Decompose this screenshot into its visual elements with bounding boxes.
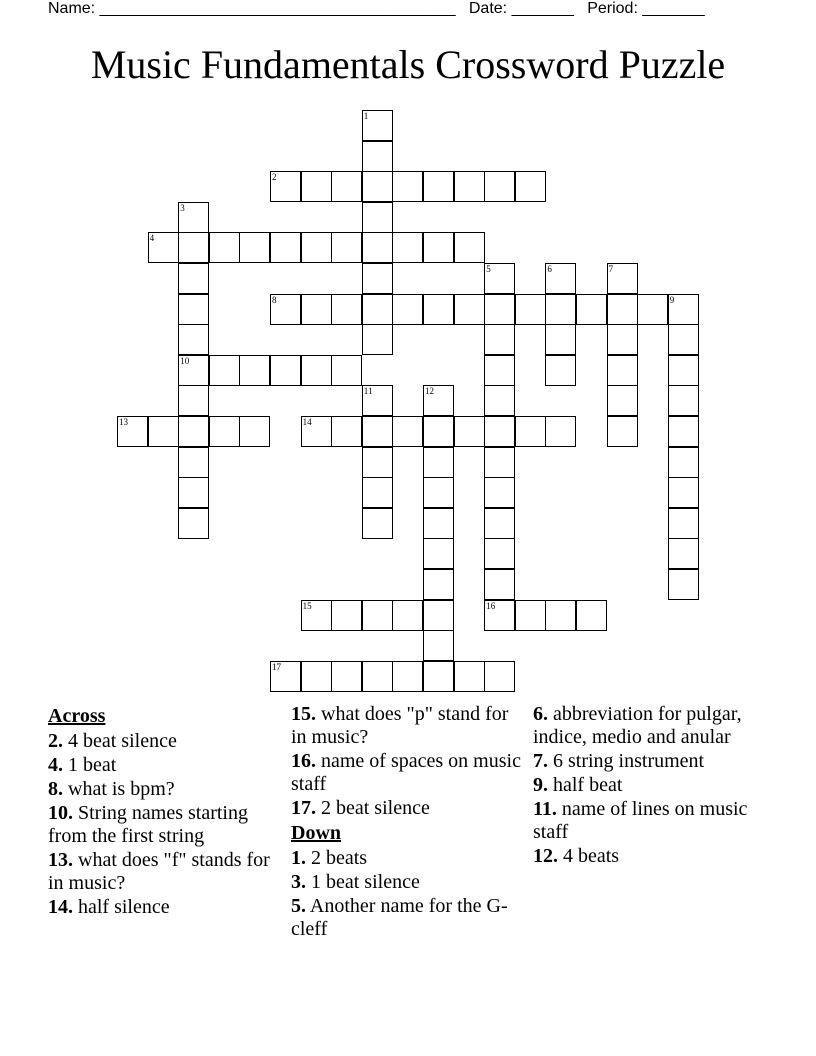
- clues-column-2: [291, 703, 527, 942]
- grid-cell[interactable]: [668, 569, 699, 600]
- grid-cell[interactable]: [178, 202, 209, 233]
- down-clue: 6. abbreviation for pulgar, indice, medio and anular: [533, 703, 742, 748]
- grid-cell[interactable]: [301, 355, 332, 386]
- clue-number: 13: [119, 417, 128, 427]
- clue-number: 16: [486, 600, 496, 611]
- clue-number: 12: [425, 386, 434, 397]
- grid-cell[interactable]: [209, 416, 240, 447]
- grid-cell[interactable]: [484, 416, 515, 447]
- grid-cell[interactable]: [515, 416, 546, 447]
- grid-cell[interactable]: [301, 294, 332, 325]
- grid-cell[interactable]: [362, 661, 393, 692]
- clue-number: 11: [363, 386, 373, 397]
- grid-cell[interactable]: [362, 232, 393, 263]
- clues-column-1: [48, 703, 284, 920]
- date-label: Date:: [468, 0, 508, 17]
- grid-cell[interactable]: [331, 294, 362, 325]
- grid-cell[interactable]: [515, 600, 546, 631]
- across-heading: Across: [48, 705, 106, 727]
- grid-cell[interactable]: [301, 600, 332, 631]
- across-clue: 10. String names starting from the first string: [48, 802, 248, 847]
- grid-cell[interactable]: [362, 447, 393, 478]
- grid-cell[interactable]: [637, 294, 668, 325]
- grid-cell[interactable]: [454, 232, 485, 263]
- grid-cell[interactable]: [209, 355, 240, 386]
- grid-cell[interactable]: [362, 600, 393, 631]
- down-clue: 9. half beat: [533, 774, 623, 796]
- clue-number: 6: [547, 264, 552, 274]
- grid-cell[interactable]: [423, 385, 454, 416]
- grid-cell[interactable]: [576, 294, 607, 325]
- grid-cell[interactable]: [423, 569, 454, 600]
- clue-number: 3: [180, 202, 185, 213]
- name-field[interactable]: ________________________________________: [99, 0, 456, 17]
- across-clue: 4. 1 beat: [48, 754, 117, 776]
- grid-cell[interactable]: [484, 171, 515, 202]
- grid-cell[interactable]: [301, 416, 332, 447]
- grid-cell[interactable]: [423, 447, 454, 478]
- grid-cell[interactable]: [148, 232, 179, 263]
- grid-cell[interactable]: [301, 661, 332, 692]
- clues-column-3: [533, 703, 769, 869]
- grid-cell[interactable]: [515, 294, 546, 325]
- grid-cell[interactable]: [423, 630, 454, 661]
- grid-cell[interactable]: [484, 263, 515, 294]
- grid-cell[interactable]: [484, 385, 515, 416]
- across-clue: 16. name of spaces on music staff: [291, 750, 521, 795]
- down-clue: 1. 2 beats: [291, 847, 368, 869]
- grid-cell[interactable]: [607, 263, 638, 294]
- grid-cell[interactable]: [607, 416, 638, 447]
- down-clue: 3. 1 beat silence: [291, 871, 420, 893]
- grid-cell[interactable]: [362, 385, 393, 416]
- grid-cell[interactable]: [484, 538, 515, 569]
- grid-cell[interactable]: [668, 416, 699, 447]
- grid-cell[interactable]: [545, 324, 576, 355]
- grid-cell[interactable]: [668, 508, 699, 539]
- down-clue: 5. Another name for the G-cleff: [291, 895, 508, 940]
- grid-cell[interactable]: [178, 294, 209, 325]
- clue-number: 9: [669, 294, 675, 305]
- down-clue: 7. 6 string instrument: [533, 750, 705, 772]
- grid-cell[interactable]: [515, 171, 546, 202]
- grid-cell[interactable]: [331, 232, 362, 263]
- grid-cell[interactable]: [484, 294, 515, 325]
- grid-cell[interactable]: [668, 355, 699, 386]
- grid-cell[interactable]: [239, 232, 270, 263]
- grid-cell[interactable]: [301, 232, 332, 263]
- grid-cell[interactable]: [668, 538, 699, 569]
- grid-cell[interactable]: [423, 232, 454, 263]
- grid-cell[interactable]: [423, 171, 454, 202]
- grid-cell[interactable]: [331, 661, 362, 692]
- page-title: Music Fundamentals Crossword Puzzle: [90, 42, 726, 87]
- across-clue: 14. half silence: [48, 896, 170, 918]
- across-clue: 8. what is bpm?: [48, 778, 175, 800]
- grid-cell[interactable]: [423, 508, 454, 539]
- grid-cell[interactable]: [270, 661, 301, 692]
- grid-cell[interactable]: [362, 202, 393, 233]
- grid-cell[interactable]: [117, 416, 148, 447]
- grid-cell[interactable]: [484, 569, 515, 600]
- grid-cell[interactable]: [362, 416, 393, 447]
- grid-cell[interactable]: [392, 416, 423, 447]
- clue-number: 8: [272, 294, 277, 305]
- grid-cell[interactable]: [484, 508, 515, 539]
- grid-cell[interactable]: [392, 600, 423, 631]
- grid-cell[interactable]: [270, 294, 301, 325]
- grid-cell[interactable]: [178, 477, 209, 508]
- grid-cell[interactable]: [392, 171, 423, 202]
- grid-cell[interactable]: [331, 416, 362, 447]
- grid-cell[interactable]: [301, 171, 332, 202]
- period-label: Period:: [587, 0, 638, 17]
- grid-cell[interactable]: [423, 294, 454, 325]
- down-clue: 11. name of lines on music staff: [533, 798, 748, 843]
- grid-cell[interactable]: [484, 661, 515, 692]
- grid-cell[interactable]: [362, 171, 393, 202]
- grid-cell[interactable]: [331, 171, 362, 202]
- grid-cell[interactable]: [454, 294, 485, 325]
- grid-cell[interactable]: [331, 355, 362, 386]
- grid-cell[interactable]: [668, 324, 699, 355]
- grid-cell[interactable]: [362, 110, 393, 141]
- grid-cell[interactable]: [668, 385, 699, 416]
- grid-cell[interactable]: [178, 232, 209, 263]
- grid-cell[interactable]: [668, 477, 699, 508]
- grid-cell[interactable]: [178, 385, 209, 416]
- clue-number: 1: [363, 111, 369, 121]
- grid-cell[interactable]: [423, 661, 454, 692]
- grid-cell[interactable]: [668, 294, 699, 325]
- grid-cell[interactable]: [484, 355, 515, 386]
- across-clue: 13. what does "f" stands for in music?: [48, 849, 270, 894]
- grid-cell[interactable]: [454, 171, 485, 202]
- grid-cell[interactable]: [178, 263, 209, 294]
- grid-cell[interactable]: [178, 447, 209, 478]
- across-clue: 15. what does "p" stand for in music?: [291, 703, 509, 748]
- grid-cell[interactable]: [454, 416, 485, 447]
- grid-cell[interactable]: [484, 600, 515, 631]
- grid-cell[interactable]: [362, 263, 393, 294]
- grid-cell[interactable]: [607, 324, 638, 355]
- grid-cell[interactable]: [545, 294, 576, 325]
- grid-cell[interactable]: [362, 477, 393, 508]
- clue-number: 17: [272, 661, 281, 672]
- grid-cell[interactable]: [362, 508, 393, 539]
- grid-cell[interactable]: [178, 416, 209, 447]
- grid-cell[interactable]: [668, 447, 699, 478]
- date-field[interactable]: _______: [511, 0, 574, 17]
- grid-cell[interactable]: [178, 355, 209, 386]
- grid-cell[interactable]: [484, 477, 515, 508]
- grid-cell[interactable]: [178, 324, 209, 355]
- clue-number: 10: [180, 355, 190, 366]
- grid-cell[interactable]: [392, 661, 423, 692]
- period-field[interactable]: _______: [642, 0, 705, 17]
- grid-cell[interactable]: [148, 416, 179, 447]
- grid-cell[interactable]: [545, 263, 576, 294]
- grid-cell[interactable]: [209, 232, 240, 263]
- grid-cell[interactable]: [362, 141, 393, 172]
- name-label: Name:: [48, 0, 96, 17]
- across-clue: 17. 2 beat silence: [291, 797, 430, 819]
- grid-cell[interactable]: [392, 294, 423, 325]
- down-heading: Down: [291, 822, 342, 844]
- grid-cell[interactable]: [178, 508, 209, 539]
- grid-cell[interactable]: [239, 416, 270, 447]
- grid-cell[interactable]: [362, 324, 393, 355]
- grid-cell[interactable]: [607, 294, 638, 325]
- grid-cell[interactable]: [454, 661, 485, 692]
- clue-number: 2: [272, 172, 277, 183]
- grid-cell[interactable]: [423, 600, 454, 631]
- across-clue: 2. 4 beat silence: [48, 730, 177, 752]
- grid-cell[interactable]: [545, 355, 576, 386]
- grid-cell[interactable]: [423, 416, 454, 447]
- clue-number: 15: [302, 600, 312, 611]
- grid-cell[interactable]: [239, 355, 270, 386]
- clue-number: 14: [302, 417, 312, 427]
- grid-cell[interactable]: [270, 171, 301, 202]
- grid-cell[interactable]: [392, 232, 423, 263]
- grid-cell[interactable]: [270, 232, 301, 263]
- down-clue: 12. 4 beats: [533, 845, 620, 867]
- grid-cell[interactable]: [484, 324, 515, 355]
- grid-cell[interactable]: [607, 385, 638, 416]
- clue-number: 7: [608, 264, 614, 274]
- grid-cell[interactable]: [545, 416, 576, 447]
- grid-cell[interactable]: [362, 294, 393, 325]
- grid-cell[interactable]: [484, 447, 515, 478]
- grid-cell[interactable]: [607, 355, 638, 386]
- grid-cell[interactable]: [545, 600, 576, 631]
- grid-cell[interactable]: [423, 538, 454, 569]
- grid-cell[interactable]: [576, 600, 607, 631]
- clue-number: 5: [486, 264, 491, 274]
- grid-cell[interactable]: [270, 355, 301, 386]
- grid-cell[interactable]: [423, 477, 454, 508]
- clue-number: 4: [149, 233, 155, 244]
- grid-cell[interactable]: [331, 600, 362, 631]
